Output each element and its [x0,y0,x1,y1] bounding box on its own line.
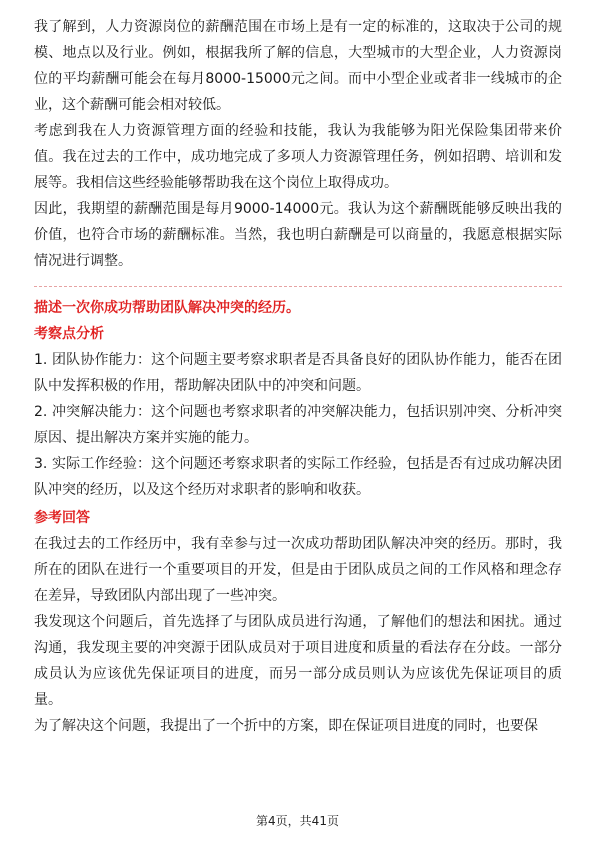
intro-paragraph: 因此，我期望的薪酬范围是每月9000-14000元。我认为这个薪酬既能够反映出我的价值，也符合市场的薪酬标准。当然，我也明白薪酬是可以商量的，我愿意根据实际情况进行调整。 [34,201,562,269]
intro-paragraph: 我了解到，人力资源岗位的薪酬范围在市场上是有一定的标准的，这取决于公司的规模、地点以及行业。例如，根据我所了解的信息，大型城市的大型企业，人力资源岗位的平均薪酬可能会在每月8000-15000元之间。而中小型企业或者非一线城市的企业，这个薪酬可能会相对较低。 [34,19,562,113]
page-content [34,14,562,739]
answer-heading: 参考回答 [34,510,90,526]
analysis-point: 2. 冲突解决能力：这个问题也考察求职者的冲突解决能力，包括识别冲突、分析冲突原因、提出解决方案并实施的能力。 [34,404,562,446]
analysis-heading: 考察点分析 [34,326,104,342]
answer-paragraph: 我发现这个问题后，首先选择了与团队成员进行沟通，了解他们的想法和困扰。通过沟通，我发现主要的冲突源于团队成员对于项目进度和质量的看法存在分歧。一部分成员认为应该优先保证项目的进度，而另一部分成员则认为应该优先保证项目的质量。 [34,614,562,708]
answer-paragraph: 为了解决这个问题，我提出了一个折中的方案，即在保证项目进度的同时，也要保 [34,718,538,734]
intro-paragraph: 考虑到我在人力资源管理方面的经验和技能，我认为我能够为阳光保险集团带来价值。我在过去的工作中，成功地完成了多项人力资源管理任务，例如招聘、培训和发展等。我相信这些经验能够帮助我在这个岗位上取得成功。 [34,123,562,191]
page-number: 第4页，共41页 [256,814,339,828]
analysis-point: 1. 团队协作能力：这个问题主要考察求职者是否具备良好的团队协作能力，能否在团队中发挥积极的作用，帮助解决团队中的冲突和问题。 [34,352,562,394]
answer-paragraph: 在我过去的工作经历中，我有幸参与过一次成功帮助团队解决冲突的经历。那时，我所在的团队在进行一个重要项目的开发，但是由于团队成员之间的工作风格和理念存在差异，导致团队内部出现了一些冲突。 [34,536,562,604]
section-divider [34,286,562,287]
question-title: 描述一次你成功帮助团队解决冲突的经历。 [34,300,300,316]
analysis-point: 3. 实际工作经验：这个问题还考察求职者的实际工作经验，包括是否有过成功解决团队冲突的经历，以及这个经历对求职者的影响和收获。 [34,456,562,498]
